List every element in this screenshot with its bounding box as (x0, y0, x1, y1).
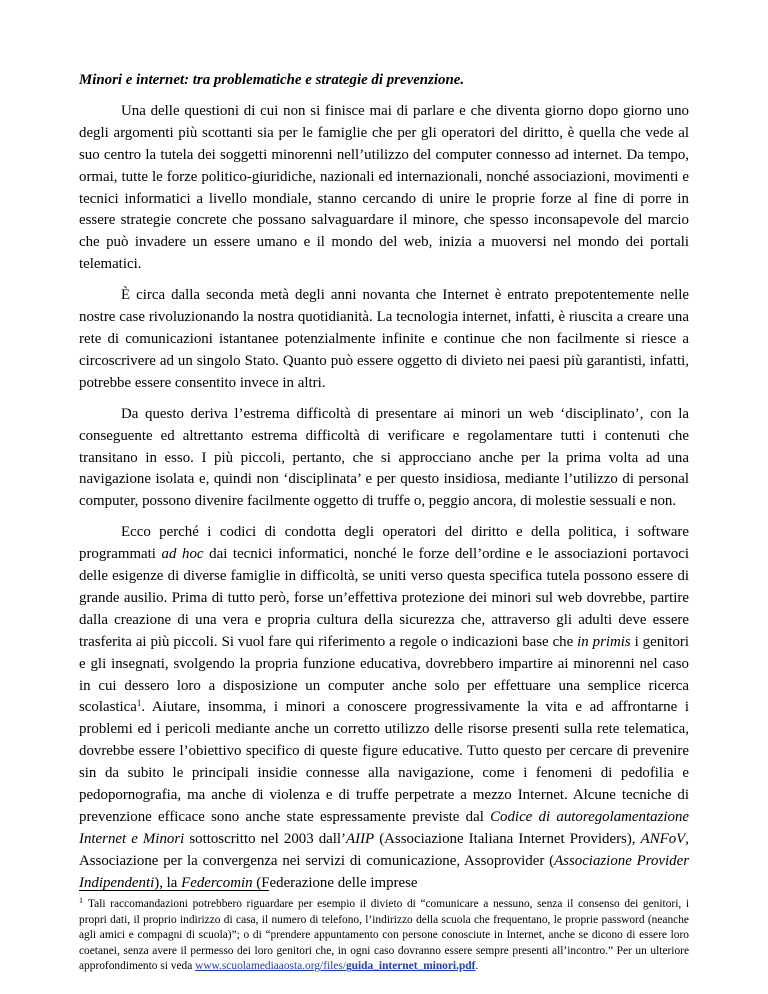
italic-run: AIIP (346, 830, 375, 847)
text-run: Da questo deriva l’estrema difficoltà di presentare ai minori un web ‘disciplinato’, con la conseguente ed altrettanto estrema difficoltà di verificare e regolamentare tutti i contenuti che transitano in esso. I più piccoli, pertanto, che si approcciano anche per la prima volta ad una navigazione isolata e, quindi non ‘disciplinata’ e per questo insidiosa, mediante l’utilizzo di personal computer, possono divenire facilmente oggetto di truffe o, peggio ancora, di molestie sessuali e non. (79, 405, 689, 510)
italic-run: in primis (577, 633, 631, 650)
text-run: dai tecnici informatici, nonché le forze dell’ordine e le associazioni portavoci delle esigenze di diverse famiglie in difficoltà, se uniti verso questa specifica tutela possono essere di grande ausilio. Prima di tutto però, forse un’effettiva protezione dei minori sul web dovrebbe, partire dalla creazione di una vera e propria cultura della sicurezza che, attraverso gli adulti deve essere trasferita ai più piccoli. Si vuol fare qui riferimento a regole o indicazioni base che (79, 546, 689, 650)
text-run: . Aiutare, insomma, i minori a conoscere progressivamente la vita e ad affrontarne i problemi ed i pericoli mediante anche un corretto utilizzo delle risorse presenti sulla rete telematica, dovrebbe essere l’obiettivo specifico di queste figure educative. Tutto questo per cercare di prevenire sin da subito le principali insidie connesse alla navigazione, come i fenomeni di pedofilia e pedopornografia, ma anche di violenza e di truffe perpetrate a mezzo Internet. Alcune tecniche di prevenzione efficace sono anche state espressamente previste dal (79, 699, 689, 825)
text-run: , Associazione per la convergenza nei servizi di comunicazione, Assoprovider ( (79, 830, 689, 869)
footnote-ref: 1 (136, 698, 142, 709)
italic-run: Codice di autoregolamentazione Internet e Minori (79, 809, 690, 847)
paragraph-1 (79, 101, 689, 276)
footnote-number: 1 (79, 896, 83, 905)
italic-run: ANFoV (640, 830, 686, 847)
italic-run: Associazione Provider Indipendenti (79, 852, 690, 891)
footnote-separator (79, 890, 269, 891)
paragraph-2 (79, 285, 689, 395)
footnote-link-prefix: www.scuolamediaaosta.org/files/ (195, 960, 346, 973)
document-title: Minori e internet: tra problematiche e strategie di prevenzione. (79, 72, 465, 88)
footnote-link-file: guida_internet_minori.pdf (345, 960, 476, 973)
text-run: È circa dalla seconda metà degli anni novanta che Internet è entrato prepotentemente nelle nostre case rivoluzionando la nostra quotidianità. La tecnologia internet, infatti, è riuscita a creare una rete di comunicazioni istantanee potenzialmente infinite e continue che non facilmente si riesce a circoscrivere ad un singolo Stato. Quanto può essere oggetto di divieto nei paesi più garantisti, infatti, potrebbe essere consentito invece in altri. (79, 287, 689, 391)
text-run: i genitori e gli insegnati, svolgendo la propria funzione educativa, dovrebbero impartire ai minorenni nel caso in cui dessero loro a disposizione un computer anche solo per effettuare una semplice ricerca scolastica (79, 633, 689, 716)
footnote (79, 897, 689, 975)
text-run: (Federazione delle imprese (252, 874, 418, 891)
footnote-link[interactable] (195, 960, 475, 972)
italic-run: Federcomin (181, 874, 253, 891)
paragraph-4 (79, 522, 689, 894)
text-run: Una delle questioni di cui non si finisce mai di parlare e che diventa giorno dopo giorno uno degli argomenti più scottanti sia per le famiglie che per gli operatori del diritto, è quella che vede al suo centro la tutela dei soggetti minorenni nell’utilizzo del computer connesso ad internet. Da tempo, ormai, tutte le forze politico-giuridiche, nazionali ed internazionali, nonché associazioni, movimenti e tecnici informatici a livello mondiale, stanno cercando di unire le proprie forze al fine di porre in essere strategie concrete che possano salvaguardare il minore, che spesso inconsapevole del marcio che può invadere un essere umano e il mondo del web, inizia a muoversi nel mondo dei portali telematici. (79, 102, 689, 273)
text-run: (Associazione Italiana Internet Providers), (374, 830, 641, 847)
footnote-link-suffix: . (475, 960, 479, 973)
text-run: Ecco perché i codici di condotta degli operatori del diritto e della politica, i software programmati (79, 524, 689, 563)
italic-run: ad hoc (161, 546, 204, 563)
paragraph-3 (79, 404, 689, 514)
footnote-text: Tali raccomandazioni potrebbero riguardare per esempio il divieto di “comunicare a nessuno, senza il consenso dei genitori, i propri dati, il proprio indirizzo di casa, il numero di telefono, l’indirizzo della scuola che frequentano, le proprie password (neanche agli amici e compagni di scuola)”; o di “prendere appuntamento con persone conosciute in Internet, anche se dicono di essere loro coetanei, senza avere il permesso dei loro genitori che, in ogni caso dovranno essere sempre presenti all’incontro.” Per un ulteriore approfondimento si veda (79, 898, 689, 973)
text-run: sottoscritto nel 2003 dall’ (184, 830, 347, 847)
text-run: ), la (154, 874, 182, 891)
